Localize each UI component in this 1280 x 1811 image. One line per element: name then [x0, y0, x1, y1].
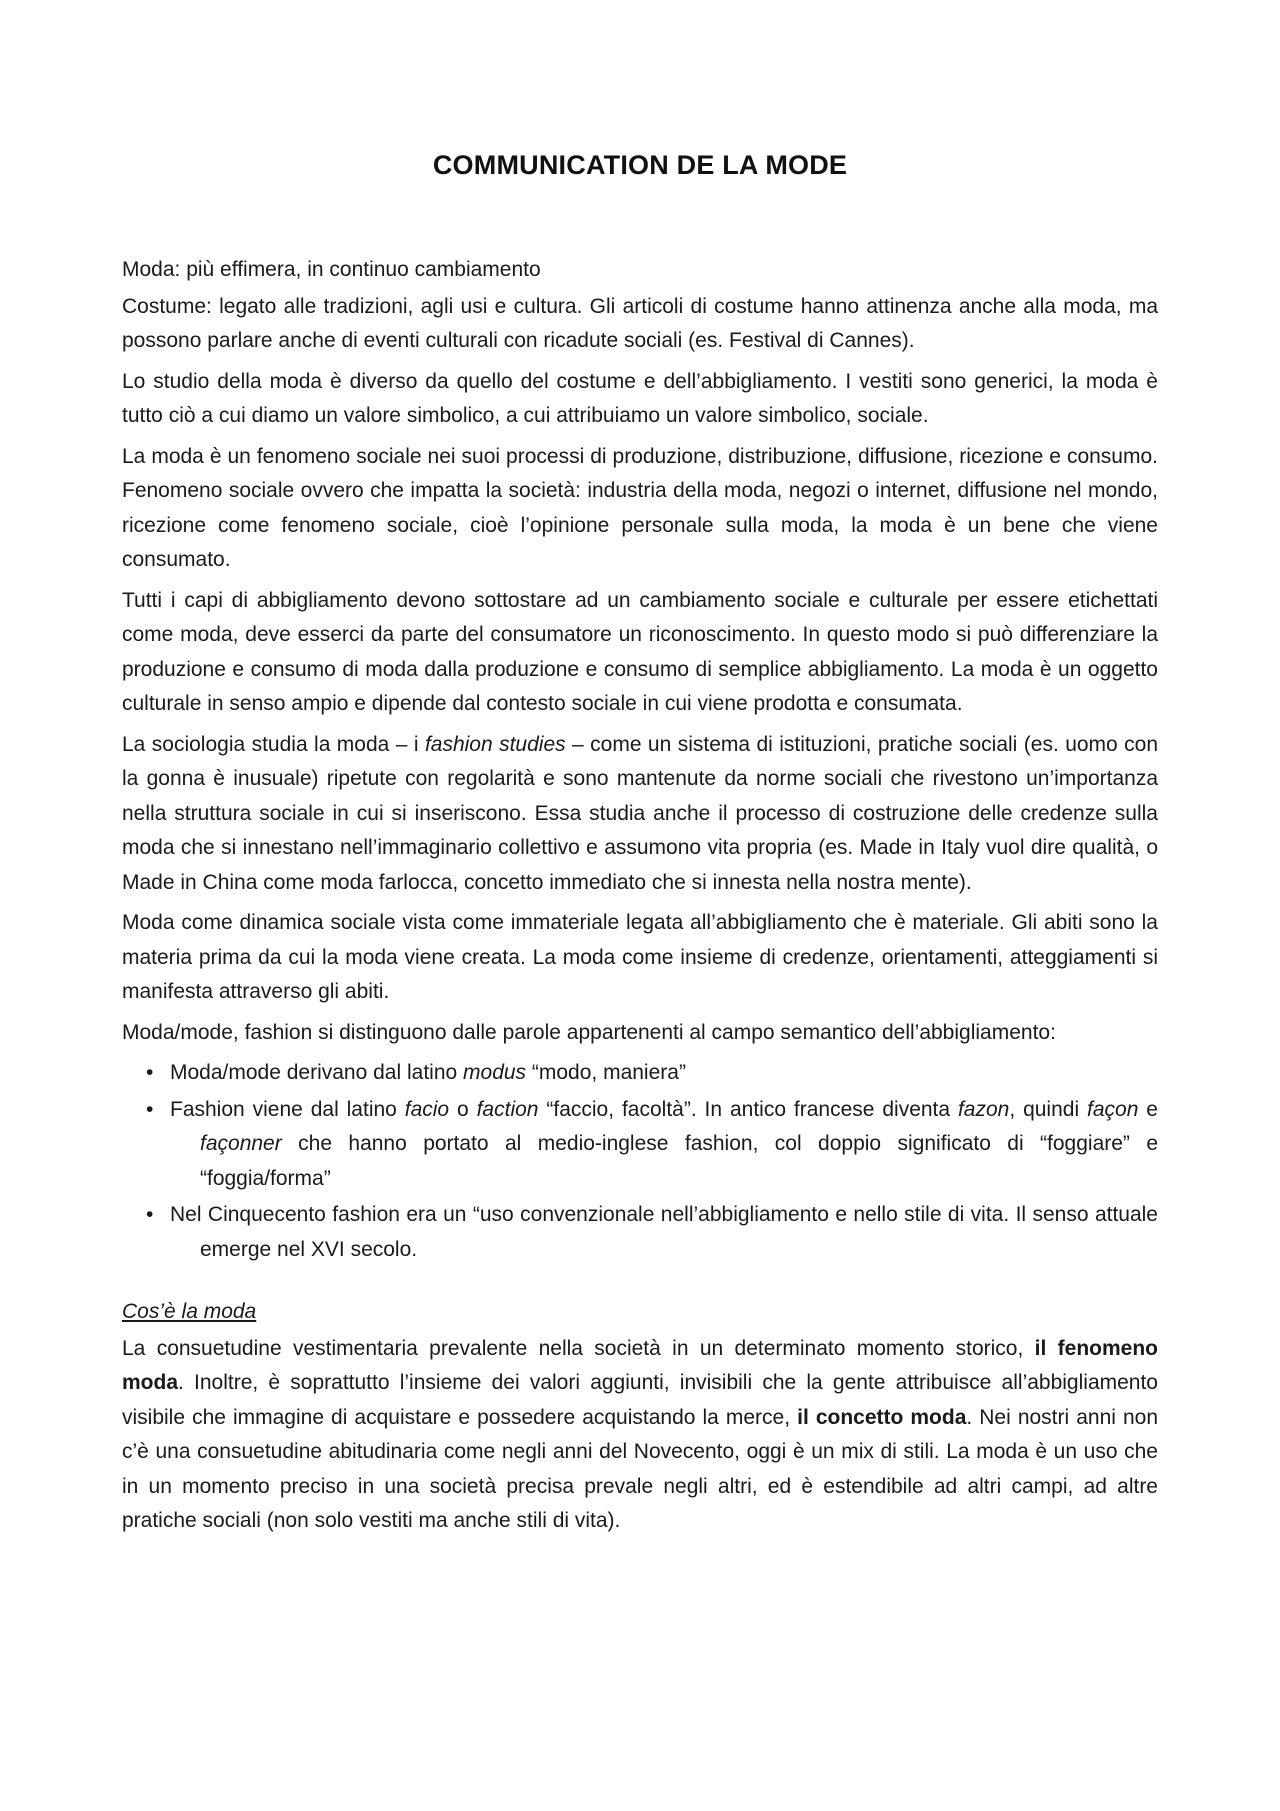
- text-run: che hanno portato al medio-inglese fashion, col doppio significato di “foggiare” e “foggia/forma”: [200, 1132, 1158, 1190]
- emphasis-fazon: fazon: [957, 1097, 1010, 1121]
- text-run: Moda/mode derivano dal latino: [170, 1061, 464, 1084]
- section-heading-cose-la-moda: Cos’è la moda: [122, 1300, 257, 1323]
- paragraph-consuetudine: [122, 1332, 1158, 1539]
- emphasis-facio: facio: [404, 1097, 450, 1121]
- text-run: . Nei nostri anni non c’è una consuetudine abitudinaria come negli anni del Novecento, oggi è un mix di stili. La moda è un uso che in un momento preciso in una società precisa prevale negli altri, ed è estendibile ad altri campi, ad altre pratiche sociali (non solo vestiti ma anche stili di vita).: [122, 1405, 1158, 1532]
- document-title: COMMUNICATION DE LA MODE: [432, 150, 848, 180]
- text-run: Fashion viene dal latino: [170, 1097, 405, 1121]
- emphasis-facon: façon: [1087, 1097, 1139, 1121]
- bullet-icon: •: [146, 1097, 154, 1121]
- text-run: “modo, maniera”: [526, 1061, 686, 1084]
- paragraph-sociologia: [122, 728, 1158, 901]
- bullet-icon: •: [146, 1203, 154, 1226]
- emphasis-faction: faction: [476, 1097, 539, 1121]
- paragraph-dinamica-sociale: Moda come dinamica sociale vista come immateriale legata all’abbigliamento che è materiale. Gli abiti sono la materia prima da cui la moda viene creata. La moda come insieme di credenze, orientamenti, atteggiamenti si manifesta attraverso gli abiti.: [122, 911, 1158, 1003]
- text-run: “faccio, facoltà”. In antico francese diventa: [538, 1097, 958, 1121]
- text-run: Nel Cinquecento fashion era un “uso convenzionale nell’abbigliamento e nello stile di vita. Il senso attuale emerge nel XVI secolo.: [170, 1203, 1158, 1261]
- paragraph-moda: Moda: più effimera, in continuo cambiamento: [122, 258, 541, 281]
- list-item: [122, 1056, 1158, 1091]
- text-run: La consuetudine vestimentaria prevalente nella società in un determinato momento storico,: [122, 1336, 1035, 1360]
- text-run: . Inoltre, è soprattutto l’insieme dei valori aggiunti, invisibili che la gente attribuisce all’abbigliamento visibile che immagine di acquistare e possedere acquistando la merce,: [122, 1371, 1158, 1429]
- bold-fenomeno-moda: il fenomeno moda: [122, 1336, 1158, 1394]
- text-run: – come un sistema di istituzioni, pratiche sociali (es. uomo con la gonna è inusuale) ripetute con regolarità e sono mantenute da norme sociali che rivestono un’importanza nella struttura sociale in cui si inseriscono. Essa studia anche il processo di costruzione delle credenze sulla moda che si innestano nell’immaginario collettivo e assumono vita propria (es. Made in Italy vuol dire qualità, o Made in China come moda farlocca, concetto immediato che si innesta nella nostra mente).: [122, 732, 1159, 894]
- paragraph-capi-abbigliamento: Tutti i capi di abbigliamento devono sottostare ad un cambiamento sociale e culturale per essere etichettati come moda, deve esserci da parte del consumatore un riconoscimento. In questo modo si può differenziare la produzione e consumo di moda dalla produzione e consumo di semplice abbigliamento. La moda è un oggetto culturale in senso ampio e dipende dal contesto sociale in cui viene prodotta e consumata.: [122, 588, 1158, 715]
- emphasis-modus: modus: [463, 1061, 527, 1084]
- text-run: , quindi: [1009, 1097, 1088, 1121]
- emphasis-fashion-studies: fashion studies: [424, 732, 566, 756]
- text-run: e: [1138, 1097, 1158, 1121]
- list-item: [122, 1093, 1158, 1197]
- document-page: [122, 150, 1158, 1545]
- text-run: o: [449, 1097, 477, 1121]
- paragraph-fenomeno-sociale: La moda è un fenomeno sociale nei suoi processi di produzione, distribuzione, diffusione, ricezione e consumo. Fenomeno sociale ovvero che impatta la società: industria della moda, negozi o internet, diffusione nel mondo, ricezione come fenomeno sociale, cioè l’opinione personale sulla moda, la moda è un bene che viene consumato.: [122, 444, 1158, 571]
- paragraph-costume: Costume: legato alle tradizioni, agli usi e cultura. Gli articoli di costume hanno attinenza anche alla moda, ma possono parlare anche di eventi culturali con ricadute sociali (es. Festival di Cannes).: [122, 294, 1158, 352]
- bold-concetto-moda: il concetto moda: [797, 1405, 967, 1429]
- etymology-list: [122, 1056, 1158, 1267]
- paragraph-moda-mode-fashion: Moda/mode, fashion si distinguono dalle parole appartenenti al campo semantico dell’abbigliamento:: [122, 1020, 1056, 1044]
- text-run: La sociologia studia la moda – i: [122, 732, 425, 756]
- bullet-icon: •: [146, 1061, 154, 1084]
- emphasis-faconner: façonner: [200, 1132, 282, 1155]
- paragraph-studio-moda: Lo studio della moda è diverso da quello del costume e dell’abbigliamento. I vestiti sono generici, la moda è tutto ciò a cui diamo un valore simbolico, a cui attribuiamo un valore simbolico, sociale.: [122, 369, 1158, 427]
- list-item: [122, 1198, 1158, 1267]
